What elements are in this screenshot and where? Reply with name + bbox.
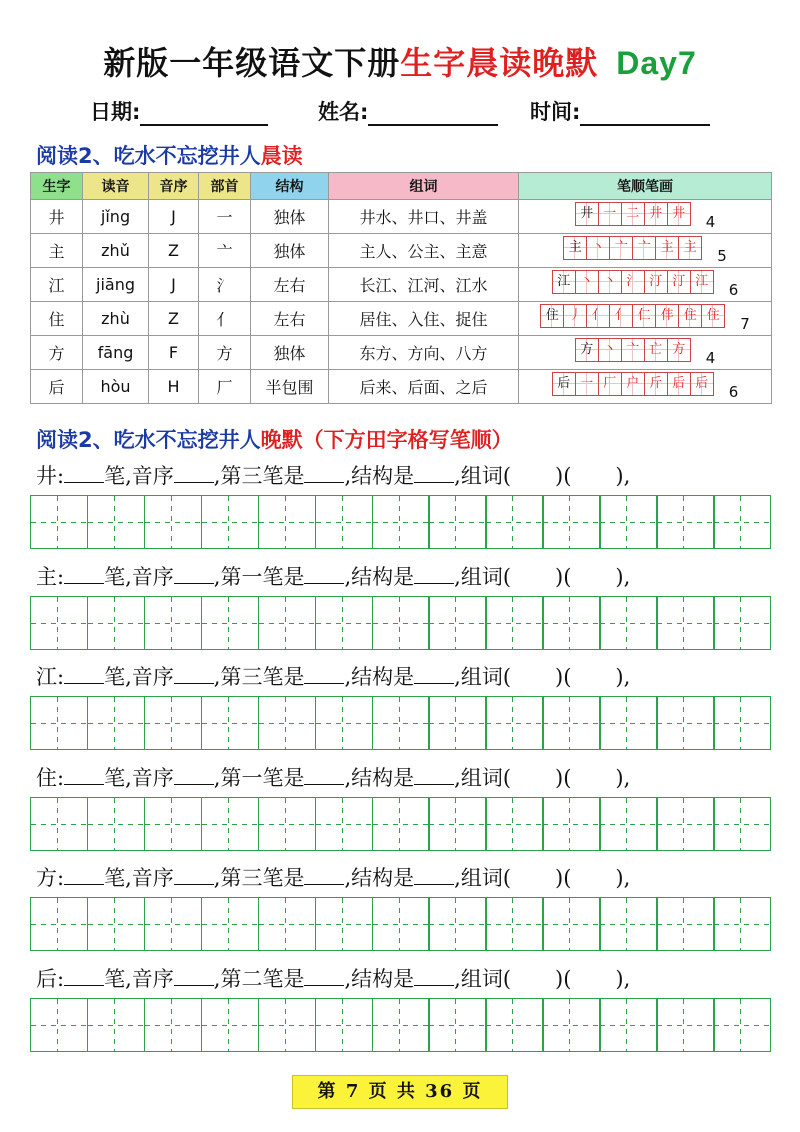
tianzige-cell[interactable] [713, 797, 771, 851]
stroke-box: 丶 [598, 270, 622, 294]
question-char: 井 [36, 464, 57, 488]
answer-blank[interactable] [174, 764, 214, 785]
question-line [36, 963, 630, 993]
tianzige-cell[interactable] [87, 897, 145, 951]
tianzige-cell[interactable] [258, 495, 316, 549]
tianzige-cell[interactable] [201, 696, 259, 750]
tianzige-cell[interactable] [372, 797, 430, 851]
char-cell: 方 [31, 336, 83, 370]
stroke-box: 丶 [598, 338, 622, 362]
label-words: ,组词( [454, 866, 512, 890]
header-strokes: 笔顺笔画 [519, 173, 772, 200]
colon: : [57, 866, 65, 890]
label-nth: ,第 [213, 464, 242, 488]
tianzige-cell[interactable] [201, 797, 259, 851]
table-row [31, 200, 772, 234]
table-row [31, 234, 772, 268]
label-strokes: 笔,音序 [104, 765, 174, 790]
label-mid: )( [555, 966, 572, 991]
time-field[interactable]: 时间: [530, 96, 710, 126]
stroke-box: 汀 [667, 270, 691, 294]
words-cell: 居住、入住、捉住 [329, 302, 519, 336]
question-char: 住 [36, 765, 57, 790]
tianzige-cell[interactable] [258, 797, 316, 851]
section-morning-title: 阅读2、吃水不忘挖井人晨读 [36, 144, 303, 168]
question-char: 方 [36, 866, 57, 890]
stroke-box: 亠 [609, 236, 633, 260]
label-end: ), [615, 564, 631, 589]
answer-blank[interactable] [64, 663, 104, 684]
label-nth-suffix: 笔是 [262, 564, 305, 589]
tianzige-grid [30, 495, 770, 549]
label-nth-suffix: 笔是 [262, 966, 305, 991]
radical-cell: 方 [199, 336, 251, 370]
tianzige-cell[interactable] [144, 998, 202, 1052]
page-title [0, 38, 800, 84]
tianzige-cell[interactable] [599, 696, 657, 750]
tianzige-cell[interactable] [713, 897, 771, 951]
label-nth-suffix: 笔是 [262, 765, 305, 790]
stroke-box: 仹 [655, 304, 679, 328]
question-char: 主 [36, 564, 57, 589]
ordinal: 三 [241, 464, 263, 488]
char-cell: 主 [31, 234, 83, 268]
words-cell: 后来、后面、之后 [329, 370, 519, 404]
tianzige-cell[interactable] [30, 696, 88, 750]
seq-cell: Z [149, 234, 199, 268]
stroke-box: 丶 [575, 270, 599, 294]
structure-cell: 左右 [251, 302, 329, 336]
tianzige-cell[interactable] [144, 797, 202, 851]
label-mid: )( [555, 464, 572, 488]
tianzige-cell[interactable] [144, 696, 202, 750]
tianzige-grid [30, 596, 770, 650]
structure-cell: 独体 [251, 234, 329, 268]
tianzige-cell[interactable] [542, 797, 600, 851]
answer-blank[interactable] [64, 764, 104, 785]
answer-blank[interactable] [304, 965, 344, 986]
label-end: ), [615, 765, 631, 790]
pinyin-cell: zhǔ [83, 234, 149, 268]
table-row [31, 336, 772, 370]
label-strokes: 笔,音序 [104, 966, 174, 991]
header-words: 组词 [329, 173, 519, 200]
tianzige-cell[interactable] [542, 696, 600, 750]
stroke-box: 厂 [598, 372, 622, 396]
tianzige-grid [30, 696, 770, 750]
seq-cell: F [149, 336, 199, 370]
tianzige-cell[interactable] [201, 998, 259, 1052]
tianzige-cell[interactable] [144, 495, 202, 549]
stroke-count: 6 [728, 280, 739, 299]
stroke-count: 4 [705, 348, 716, 367]
page-footer: 第 7 页 共 36 页 [292, 1075, 508, 1109]
tianzige-cell[interactable] [30, 797, 88, 851]
label-structure: ,结构是 [344, 464, 415, 488]
header-seq: 音序 [149, 173, 199, 200]
tianzige-cell[interactable] [258, 998, 316, 1052]
tianzige-cell[interactable] [315, 596, 373, 650]
answer-blank[interactable] [64, 462, 104, 483]
tianzige-cell[interactable] [315, 797, 373, 851]
label-nth: ,第 [213, 765, 242, 790]
stroke-box: 户 [621, 372, 645, 396]
label-structure: ,结构是 [344, 765, 415, 790]
tianzige-cell[interactable] [656, 495, 714, 549]
table-row [31, 302, 772, 336]
section-evening-title: 阅读2、吃水不忘挖井人晚默（下方田字格写笔顺） [36, 428, 513, 452]
ordinal: 二 [241, 966, 263, 991]
stroke-count: 5 [717, 246, 727, 265]
question-line [36, 661, 630, 691]
answer-blank[interactable] [414, 462, 454, 483]
label-nth-suffix: 笔是 [262, 464, 305, 488]
stroke-box-char: 江 [552, 270, 576, 294]
stroke-box-char: 井 [575, 202, 599, 226]
stroke-box-char: 方 [575, 338, 599, 362]
structure-cell: 独体 [251, 200, 329, 234]
stroke-box: 亻 [609, 304, 633, 328]
tianzige-cell[interactable] [599, 596, 657, 650]
table-row [31, 268, 772, 302]
tianzige-cell[interactable] [258, 897, 316, 951]
answer-blank[interactable] [414, 764, 454, 785]
seq-cell: J [149, 200, 199, 234]
tianzige-cell[interactable] [542, 897, 600, 951]
table-row [31, 370, 772, 404]
label-nth: ,第 [213, 866, 242, 890]
character-table [30, 172, 772, 404]
stroke-box-char: 主 [563, 236, 587, 260]
tianzige-cell[interactable] [485, 696, 543, 750]
tianzige-cell[interactable] [485, 596, 543, 650]
answer-blank[interactable] [304, 462, 344, 483]
tianzige-cell[interactable] [315, 998, 373, 1052]
label-words: ,组词( [454, 564, 512, 589]
stroke-box: 一 [575, 372, 599, 396]
label-mid: )( [555, 665, 572, 689]
ordinal: 一 [241, 765, 263, 790]
colon: : [57, 564, 65, 589]
stroke-count: 7 [740, 314, 750, 333]
seq-cell: J [149, 268, 199, 302]
words-cell: 井水、井口、井盖 [329, 200, 519, 234]
tianzige-cell[interactable] [485, 495, 543, 549]
stroke-box: 亡 [644, 338, 668, 362]
pinyin-cell: zhù [83, 302, 149, 336]
label-strokes: 笔,音序 [104, 464, 174, 488]
answer-blank[interactable] [174, 462, 214, 483]
answer-blank[interactable] [414, 864, 454, 885]
label-words: ,组词( [454, 966, 512, 991]
answer-blank[interactable] [414, 663, 454, 684]
tianzige-cell[interactable] [599, 495, 657, 549]
tianzige-cell[interactable] [87, 998, 145, 1052]
tianzige-cell[interactable] [428, 897, 486, 951]
title-part2: 生字晨读晚默 [400, 44, 599, 82]
tianzige-cell[interactable] [428, 495, 486, 549]
date-field[interactable]: 日期: [90, 96, 268, 126]
stroke-box: 后 [690, 372, 714, 396]
ordinal: 一 [241, 564, 263, 589]
stroke-box: 方 [667, 338, 691, 362]
tianzige-cell[interactable] [656, 998, 714, 1052]
label-strokes: 笔,音序 [104, 866, 174, 890]
ordinal: 三 [241, 866, 263, 890]
tianzige-cell[interactable] [87, 495, 145, 549]
tianzige-cell[interactable] [428, 998, 486, 1052]
tianzige-cell[interactable] [201, 495, 259, 549]
stroke-box: 住 [701, 304, 725, 328]
answer-blank[interactable] [64, 965, 104, 986]
label-words: ,组词( [454, 464, 512, 488]
tianzige-grid [30, 797, 770, 851]
tianzige-cell[interactable] [542, 998, 600, 1052]
stroke-count: 4 [705, 212, 716, 231]
table-header-row [31, 173, 772, 200]
label-end: ), [615, 464, 631, 488]
label-structure: ,结构是 [344, 564, 415, 589]
tianzige-cell[interactable] [428, 797, 486, 851]
tianzige-cell[interactable] [201, 596, 259, 650]
title-part1: 新版一年级语文下册 [103, 44, 401, 82]
question-line [36, 862, 630, 892]
stroke-box: 汀 [644, 270, 668, 294]
tianzige-cell[interactable] [485, 998, 543, 1052]
stroke-box: 井 [644, 202, 668, 226]
colon: : [57, 966, 65, 991]
answer-blank[interactable] [64, 864, 104, 885]
info-row [0, 96, 800, 130]
tianzige-cell[interactable] [144, 596, 202, 650]
structure-cell: 独体 [251, 336, 329, 370]
tianzige-cell[interactable] [713, 998, 771, 1052]
header-structure: 结构 [251, 173, 329, 200]
name-field[interactable]: 姓名: [318, 96, 498, 126]
label-nth-suffix: 笔是 [262, 866, 305, 890]
tianzige-cell[interactable] [258, 696, 316, 750]
label-nth-suffix: 笔是 [262, 665, 305, 689]
tianzige-cell[interactable] [315, 495, 373, 549]
radical-cell: 厂 [199, 370, 251, 404]
stroke-box: 江 [690, 270, 714, 294]
structure-cell: 左右 [251, 268, 329, 302]
header-pinyin: 读音 [83, 173, 149, 200]
stroke-count: 6 [728, 382, 739, 401]
tianzige-cell[interactable] [30, 596, 88, 650]
ordinal: 三 [241, 665, 263, 689]
tianzige-cell[interactable] [315, 696, 373, 750]
seq-cell: Z [149, 302, 199, 336]
tianzige-cell[interactable] [372, 596, 430, 650]
stroke-box: 亠 [632, 236, 656, 260]
pinyin-cell: fāng [83, 336, 149, 370]
tianzige-cell[interactable] [30, 897, 88, 951]
question-line [36, 762, 630, 792]
stroke-box: 亠 [621, 338, 645, 362]
label-mid: )( [555, 866, 572, 890]
stroke-box: 仁 [632, 304, 656, 328]
question-line [36, 561, 630, 591]
seq-cell: H [149, 370, 199, 404]
pinyin-cell: jǐng [83, 200, 149, 234]
stroke-box-char: 住 [540, 304, 564, 328]
tianzige-cell[interactable] [428, 696, 486, 750]
title-day: Day7 [616, 45, 697, 81]
tianzige-cell[interactable] [30, 998, 88, 1052]
stroke-box: 后 [667, 372, 691, 396]
stroke-box: 亻 [586, 304, 610, 328]
tianzige-cell[interactable] [485, 897, 543, 951]
tianzige-cell[interactable] [656, 797, 714, 851]
label-structure: ,结构是 [344, 866, 415, 890]
tianzige-cell[interactable] [87, 596, 145, 650]
label-nth: ,第 [213, 966, 242, 991]
label-mid: )( [555, 564, 572, 589]
tianzige-cell[interactable] [485, 797, 543, 851]
answer-blank[interactable] [304, 764, 344, 785]
tianzige-cell[interactable] [656, 696, 714, 750]
radical-cell: 氵 [199, 268, 251, 302]
question-char: 江 [36, 665, 57, 689]
tianzige-cell[interactable] [713, 596, 771, 650]
strokes-cell [519, 200, 772, 234]
label-words: ,组词( [454, 665, 512, 689]
label-end: ), [615, 665, 631, 689]
stroke-box: 丶 [586, 236, 610, 260]
tianzige-cell[interactable] [656, 897, 714, 951]
tianzige-cell[interactable] [87, 797, 145, 851]
tianzige-cell[interactable] [713, 495, 771, 549]
tianzige-cell[interactable] [542, 495, 600, 549]
colon: : [57, 765, 65, 790]
question-line [36, 460, 630, 490]
header-char: 生字 [31, 173, 83, 200]
answer-blank[interactable] [304, 563, 344, 584]
label-words: ,组词( [454, 765, 512, 790]
answer-blank[interactable] [174, 864, 214, 885]
tianzige-cell[interactable] [599, 998, 657, 1052]
stroke-box: 主 [678, 236, 702, 260]
answer-blank[interactable] [304, 663, 344, 684]
tianzige-cell[interactable] [599, 897, 657, 951]
tianzige-grid [30, 897, 770, 951]
label-nth: ,第 [213, 665, 242, 689]
char-cell: 后 [31, 370, 83, 404]
strokes-cell [519, 268, 772, 302]
label-structure: ,结构是 [344, 665, 415, 689]
stroke-box: 丿 [563, 304, 587, 328]
stroke-box: 主 [655, 236, 679, 260]
tianzige-cell[interactable] [258, 596, 316, 650]
answer-blank[interactable] [174, 965, 214, 986]
pinyin-cell: hòu [83, 370, 149, 404]
strokes-cell [519, 234, 772, 268]
answer-blank[interactable] [64, 563, 104, 584]
strokes-cell [519, 336, 772, 370]
strokes-cell [519, 302, 772, 336]
question-char: 后 [36, 966, 57, 991]
tianzige-cell[interactable] [599, 797, 657, 851]
tianzige-grid [30, 998, 770, 1052]
label-nth: ,第 [213, 564, 242, 589]
char-cell: 井 [31, 200, 83, 234]
stroke-box: 一 [598, 202, 622, 226]
tianzige-cell[interactable] [315, 897, 373, 951]
label-strokes: 笔,音序 [104, 665, 174, 689]
tianzige-cell[interactable] [30, 495, 88, 549]
tianzige-cell[interactable] [372, 998, 430, 1052]
strokes-cell [519, 370, 772, 404]
label-structure: ,结构是 [344, 966, 415, 991]
header-radical: 部首 [199, 173, 251, 200]
answer-blank[interactable] [304, 864, 344, 885]
radical-cell: 亻 [199, 302, 251, 336]
words-cell: 长江、江河、江水 [329, 268, 519, 302]
radical-cell: 亠 [199, 234, 251, 268]
stroke-box: 井 [667, 202, 691, 226]
stroke-box-char: 后 [552, 372, 576, 396]
answer-blank[interactable] [174, 663, 214, 684]
stroke-box: 斤 [644, 372, 668, 396]
char-cell: 江 [31, 268, 83, 302]
tianzige-cell[interactable] [372, 495, 430, 549]
tianzige-cell[interactable] [201, 897, 259, 951]
tianzige-cell[interactable] [656, 596, 714, 650]
char-cell: 住 [31, 302, 83, 336]
tianzige-cell[interactable] [713, 696, 771, 750]
stroke-box: 氵 [621, 270, 645, 294]
tianzige-cell[interactable] [87, 696, 145, 750]
words-cell: 东方、方向、八方 [329, 336, 519, 370]
tianzige-cell[interactable] [372, 897, 430, 951]
label-strokes: 笔,音序 [104, 564, 174, 589]
stroke-box: 住 [678, 304, 702, 328]
tianzige-cell[interactable] [372, 696, 430, 750]
answer-blank[interactable] [414, 563, 454, 584]
structure-cell: 半包围 [251, 370, 329, 404]
label-mid: )( [555, 765, 572, 790]
colon: : [57, 464, 65, 488]
label-end: ), [615, 966, 631, 991]
stroke-box: 二 [621, 202, 645, 226]
answer-blank[interactable] [414, 965, 454, 986]
label-end: ), [615, 866, 631, 890]
tianzige-cell[interactable] [144, 897, 202, 951]
colon: : [57, 665, 65, 689]
radical-cell: 一 [199, 200, 251, 234]
answer-blank[interactable] [174, 563, 214, 584]
tianzige-cell[interactable] [428, 596, 486, 650]
tianzige-cell[interactable] [542, 596, 600, 650]
pinyin-cell: jiāng [83, 268, 149, 302]
words-cell: 主人、公主、主意 [329, 234, 519, 268]
